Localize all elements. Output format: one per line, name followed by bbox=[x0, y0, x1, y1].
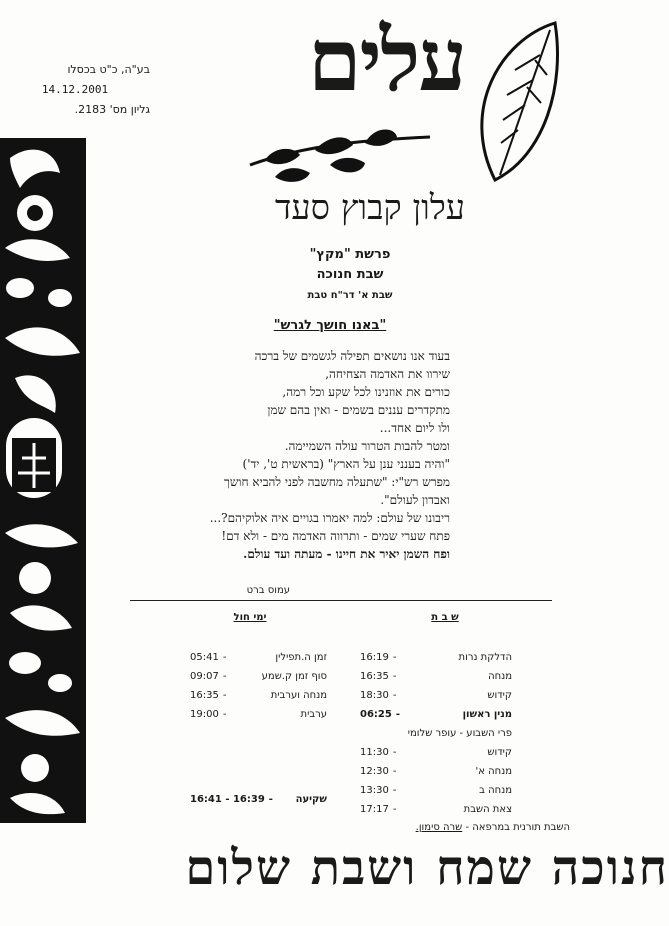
shabbat-row: קידוש - 11:30 bbox=[360, 743, 512, 762]
shabbat-row: מנחה א' - 12:30 bbox=[360, 762, 512, 781]
shabbat-name: שבת חנוכה bbox=[316, 267, 384, 282]
hebrew-shabbat-date: שבת א' דר"ח טבת bbox=[307, 290, 393, 301]
shabbat-label: קידוש bbox=[487, 690, 512, 701]
poem-line: פתח שערי שמים - ותרווה האדמה מים - ולא דם! bbox=[221, 529, 450, 543]
shabbat-time: 06:25 bbox=[360, 709, 392, 720]
poem-line: ומטר להבות הטרור עולה השמיימה. bbox=[284, 439, 450, 453]
poem-line: מפרש רש"י: "שתעלה מחשבה לפני להביא חושך bbox=[224, 475, 450, 489]
weekday-time: 16:35 bbox=[190, 690, 219, 701]
shabbat-label: מנחה א' bbox=[475, 766, 512, 777]
torah-duty-note bbox=[300, 822, 570, 833]
article-title: "באנו חושך לגרש" bbox=[273, 318, 387, 333]
shabbat-label: צאת השבת bbox=[463, 804, 512, 815]
shabbat-row: הדלקת נרות - 16:19 bbox=[360, 648, 512, 667]
parasha-name: פרשת "מקץ" bbox=[309, 247, 391, 262]
poem-line: כורים את אוזנינו לכל שקע וכל רמה, bbox=[282, 385, 450, 399]
weekday-label: ערבית bbox=[300, 709, 327, 720]
shabbat-time: 13:30 bbox=[360, 785, 389, 796]
logo-subtitle: עלון קבוץ סעד bbox=[274, 188, 466, 228]
weekday-time: 19:00 bbox=[190, 709, 219, 720]
weekday-time: 05:41 bbox=[190, 652, 219, 663]
shabbat-row: מנחה - 16:35 bbox=[360, 667, 512, 686]
issue-header bbox=[0, 60, 150, 120]
weekday-label: מנחה וערבית bbox=[270, 690, 327, 701]
poem-line: בעוד אנו נושאים תפילה לגשמים של ברכה bbox=[254, 349, 450, 363]
shabbat-label: מנין ראשון bbox=[462, 709, 512, 720]
shabbat-label: מנחה ב bbox=[479, 785, 512, 796]
poem-line: "והיה בענני ענן על הארץ" (בראשית ט', יד') bbox=[242, 457, 450, 471]
holiday-greeting: חנוכה שמח ושבת שלום bbox=[185, 840, 669, 896]
shabbat-time: 16:19 bbox=[360, 652, 389, 663]
torah-duty-name: שרה סימון. bbox=[415, 822, 463, 833]
weekday-column-header: ימי חול bbox=[233, 612, 267, 623]
weekday-row: מנחה וערבית - 16:35 bbox=[190, 686, 327, 705]
poem-line: ולו ליום אחד... bbox=[379, 421, 450, 435]
shabbat-label: הדלקת נרות bbox=[458, 652, 512, 663]
torah-duty-prefix: השבת תורנית במרפאה - bbox=[465, 822, 570, 833]
shabbat-row: מנין ראשון - 06:25 bbox=[360, 705, 512, 724]
shabbat-time: 12:30 bbox=[360, 766, 389, 777]
poem-line: שירוו את האדמה הצחיחה, bbox=[325, 367, 450, 381]
papercut-decoration bbox=[0, 138, 86, 823]
shabbat-label: מנחה bbox=[488, 671, 512, 682]
shabbat-row: מנחה ב - 13:30 bbox=[360, 781, 512, 800]
poem-line: מתקדרים עננים בשמים - ואין בהם שמן bbox=[267, 403, 450, 417]
shabbat-time: 11:30 bbox=[360, 747, 389, 758]
shabbat-time: 17:17 bbox=[360, 804, 389, 815]
shabbat-schedule bbox=[360, 648, 512, 819]
weekday-schedule bbox=[190, 648, 327, 724]
shabbat-column-header: ש ב ת bbox=[431, 612, 459, 623]
shabbat-row: קידוש - 18:30 bbox=[360, 686, 512, 705]
poem-closing-line: ופח השמן יאיר את חיינו - מעתה ועד עולם. bbox=[243, 547, 450, 561]
shabbat-time: 16:35 bbox=[360, 671, 389, 682]
sunset-label: שקיעה bbox=[295, 794, 327, 805]
article-author: עמוס ברט bbox=[246, 585, 290, 596]
weekday-row: ערבית - 19:00 bbox=[190, 705, 327, 724]
gregorian-date: 14.12.2001 bbox=[41, 83, 109, 96]
sunset-time: 16:41 - 16:39 bbox=[190, 794, 265, 805]
shabbat-row bbox=[360, 724, 512, 743]
hebrew-date: בע"ה, כ"ט בכסלו bbox=[67, 63, 150, 76]
divider bbox=[130, 600, 552, 601]
weekday-time: 09:07 bbox=[190, 671, 219, 682]
leaf-illustration bbox=[245, 15, 565, 195]
shabbat-row: צאת השבת - 17:17 bbox=[360, 800, 512, 819]
article-poem bbox=[180, 347, 450, 563]
weekday-row: סוף זמן ק.שמע - 09:07 bbox=[190, 667, 327, 686]
logo-title: עלים bbox=[307, 10, 465, 111]
shabbat-label: קידוש bbox=[487, 747, 512, 758]
shabbat-time: 18:30 bbox=[360, 690, 389, 701]
weekday-label: סוף זמן ק.שמע bbox=[261, 671, 327, 682]
weekday-label: זמן ה.תפילין bbox=[275, 652, 327, 663]
parasha-block bbox=[220, 245, 480, 285]
poem-line: ריבונו של עולם: למה יאמרו בגויים איה אלוקיהם?... bbox=[209, 511, 450, 525]
poem-line: ואבדון לעולם". bbox=[380, 493, 450, 507]
sunset-row: שקיעה - 16:41 - 16:39 bbox=[190, 790, 327, 809]
issue-number: גליון מס' 2183. bbox=[74, 103, 150, 116]
weekday-row: זמן ה.תפילין - 05:41 bbox=[190, 648, 327, 667]
shabbat-label: פרי השבוע - עופר שלומי bbox=[407, 728, 512, 739]
